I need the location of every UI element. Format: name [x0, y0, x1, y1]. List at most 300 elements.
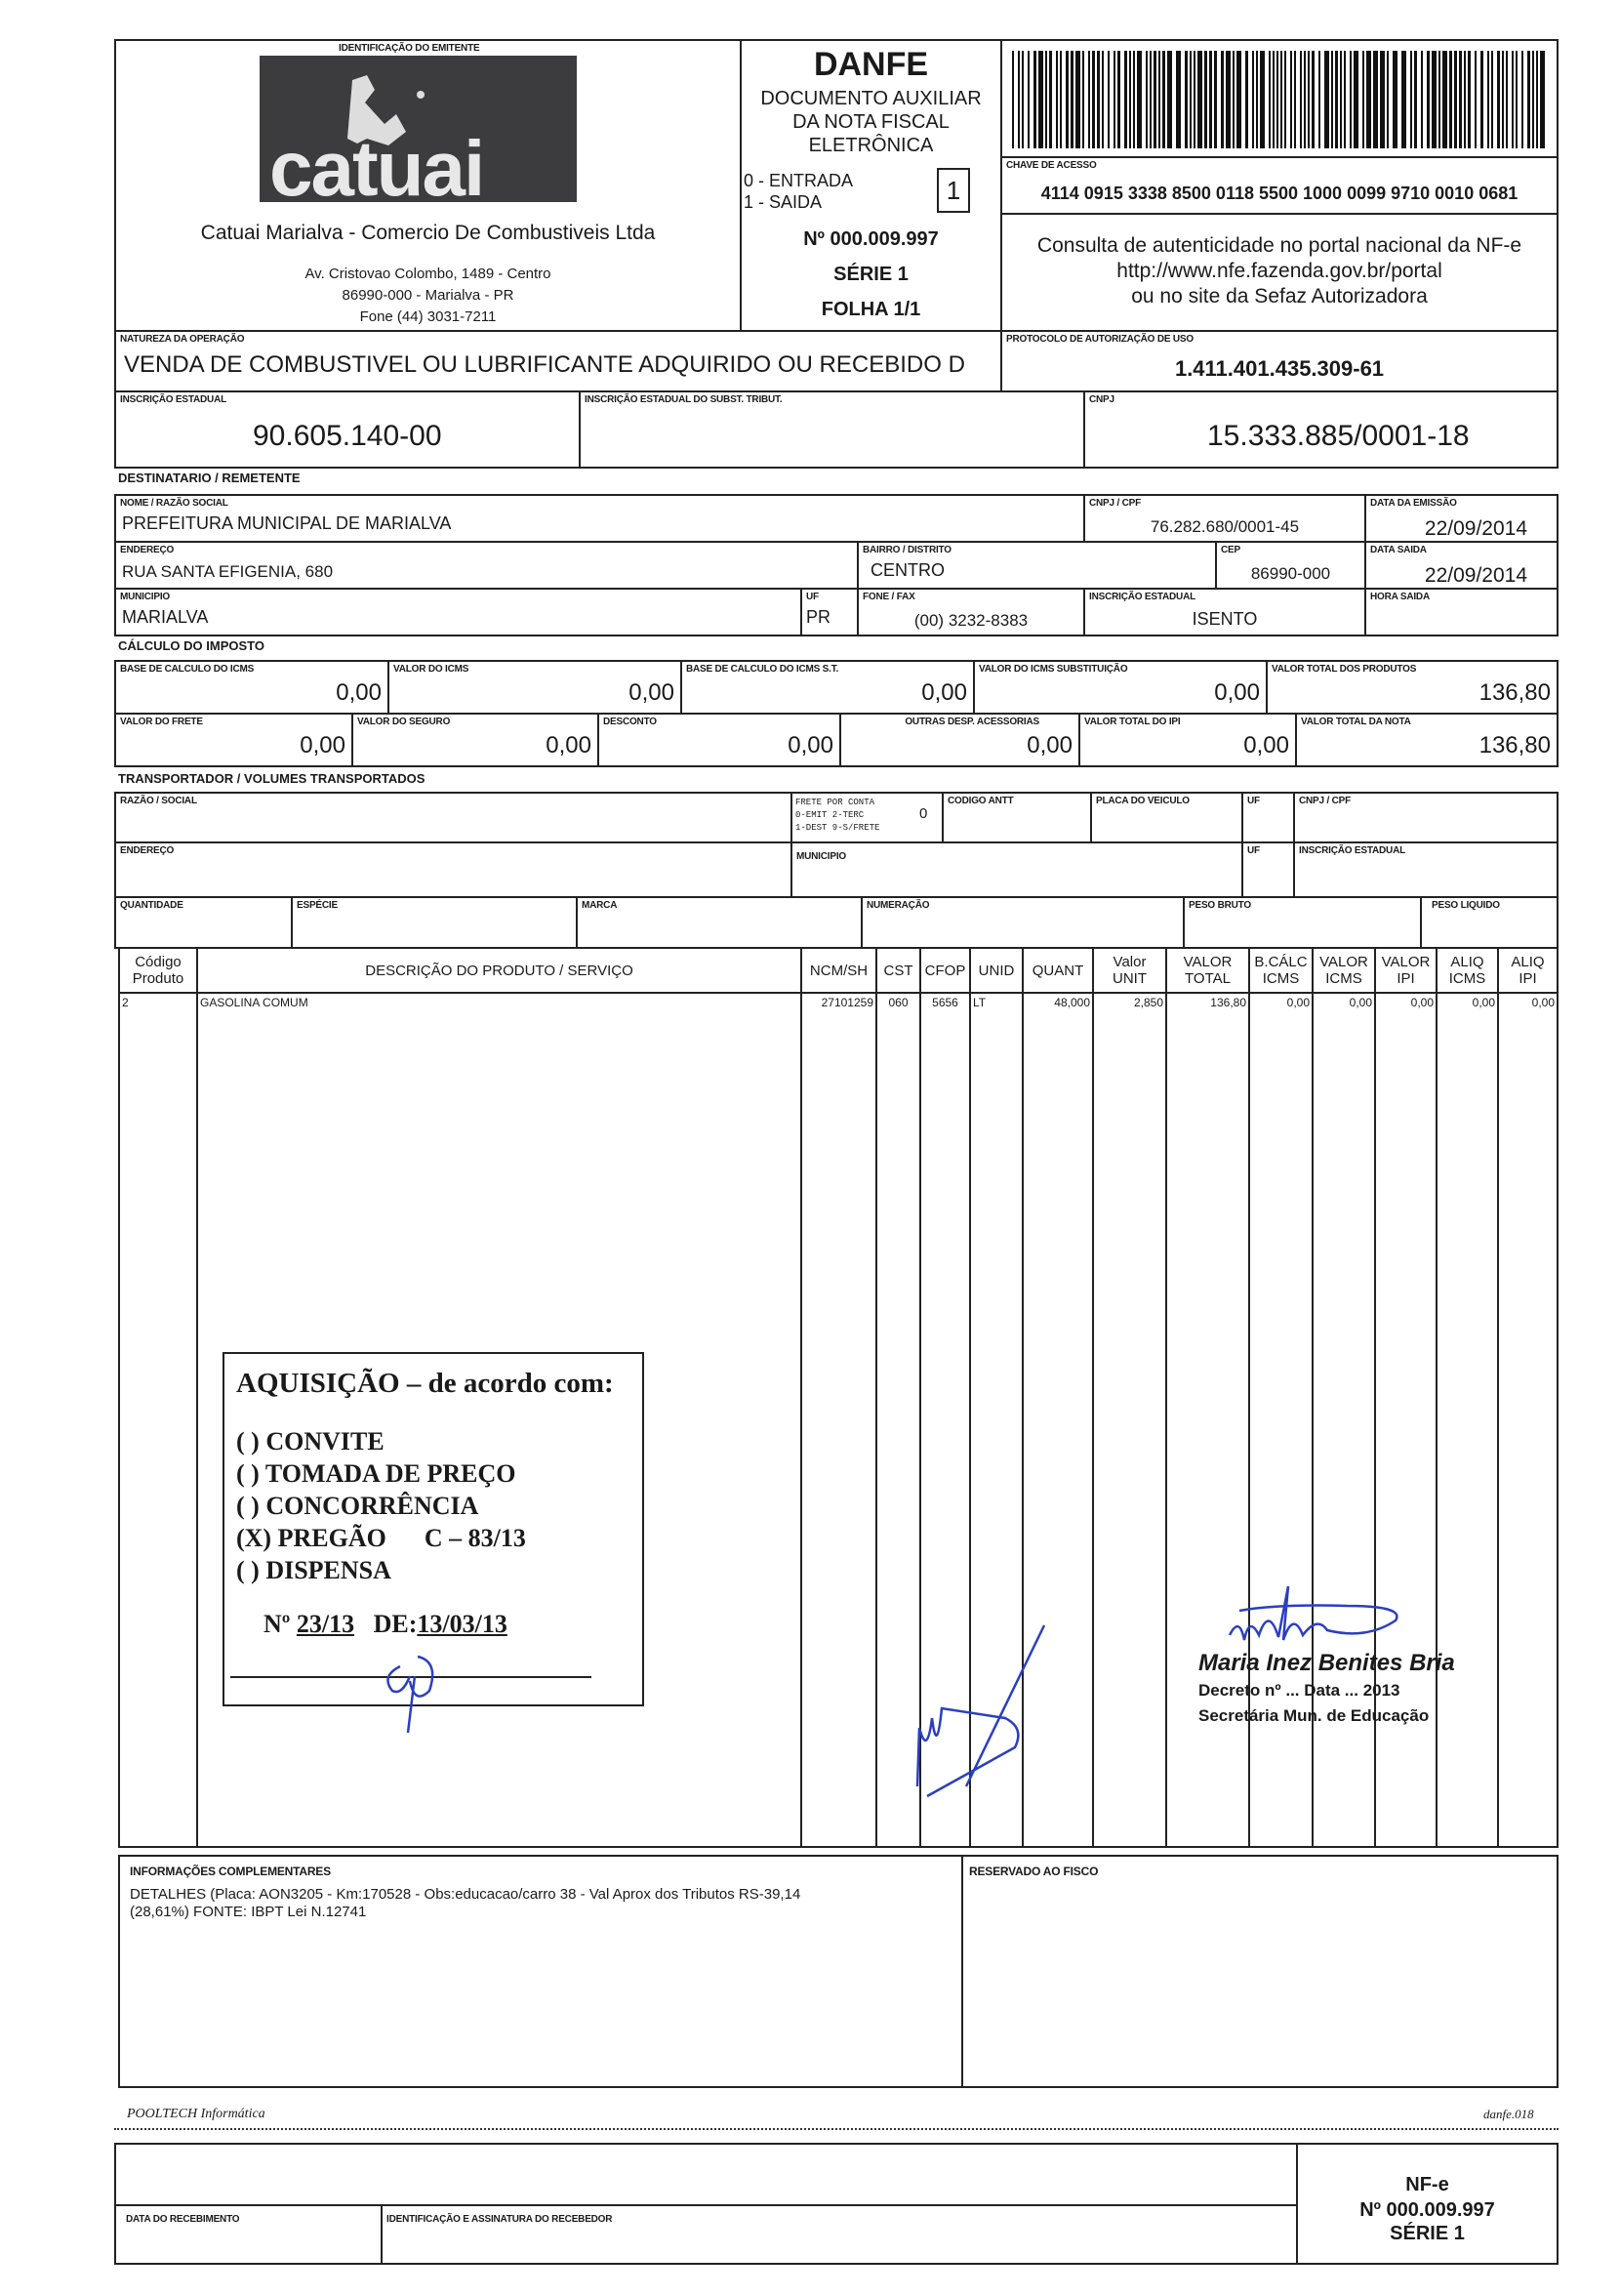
column-header-text: IPI: [1397, 970, 1415, 987]
table-cell: 0,00: [1375, 993, 1437, 1012]
consulta-box: [1000, 213, 1559, 332]
barcode-bar: [1252, 51, 1254, 148]
barcode-bar: [1527, 51, 1530, 148]
dest-end-box: [114, 541, 859, 590]
imposto-section-title: CÁLCULO DO IMPOSTO: [118, 638, 264, 653]
ie-value: 90.605.140-00: [253, 420, 442, 452]
barcode-bar: [1294, 51, 1296, 148]
canhoto-ident-box: [381, 2204, 1298, 2265]
barcode-bar: [1497, 51, 1500, 148]
barcode-bar: [1092, 51, 1095, 148]
table-cell: 27101259: [801, 993, 876, 1012]
transp-uf-label: UF: [1247, 796, 1260, 806]
consulta-link[interactable]: http://www.nfe.fazenda.gov.br/portal: [1116, 260, 1442, 282]
dest-ie-label: INSCRIÇÃO ESTADUAL: [1089, 592, 1195, 602]
tax-field: [351, 713, 599, 767]
tax-field: [1078, 713, 1297, 767]
tax-field-value: 136,80: [1478, 732, 1551, 758]
transp-uf-box: [1241, 792, 1295, 843]
column-header: [920, 948, 970, 993]
dest-emissao-box: [1364, 494, 1559, 543]
tax-field: [1295, 713, 1559, 767]
vol-qtd-label: QUANTIDADE: [120, 900, 183, 911]
table-cell: 2,850: [1093, 993, 1166, 1012]
dest-cep-box: [1215, 541, 1366, 590]
tax-field-label: BASE DE CALCULO DO ICMS S.T.: [686, 664, 839, 675]
emitente-address: Av. Cristovao Colombo, 1489 - Centro: [304, 266, 551, 282]
barcode-bar: [1324, 51, 1329, 148]
table-cell: 0,00: [1313, 993, 1375, 1012]
dest-uf-box: [800, 588, 859, 636]
table-cell-empty: [1498, 1012, 1558, 1847]
barcode-bar: [1300, 51, 1302, 148]
protocolo-label: PROTOCOLO DE AUTORIZAÇÃO DE USO: [1006, 334, 1194, 345]
barcode-bar: [1260, 51, 1265, 148]
column-header-text: NCM/SH: [809, 962, 869, 979]
barcode-bar: [1454, 51, 1457, 148]
natureza-value: VENDA DE COMBUSTIVEL OU LUBRIFICANTE ADQUIRIDO OU RECEBIDO D: [124, 351, 965, 378]
dest-cep: 86990-000: [1250, 564, 1331, 583]
barcode-bar: [1028, 51, 1030, 148]
column-header-text: ICMS: [1325, 970, 1362, 987]
tax-field-value: 0,00: [1214, 679, 1260, 706]
barcode-bar: [1162, 51, 1165, 148]
chave-box: [1000, 156, 1559, 215]
tax-field-value: 0,00: [628, 679, 674, 706]
emitente-phone: Fone (44) 3031-7211: [359, 308, 497, 325]
tax-field-label: VALOR DO ICMS: [393, 664, 469, 675]
barcode-bar: [1273, 51, 1275, 148]
dest-cep-label: CEP: [1221, 545, 1240, 555]
emitente-city: 86990-000 - Marialva - PR: [342, 287, 514, 304]
dest-hora-box: [1364, 588, 1559, 636]
canhoto-nfe-box: [1296, 2143, 1559, 2265]
danfe-subtitle-1: DOCUMENTO AUXILIAR: [760, 88, 982, 109]
tax-field: [387, 660, 682, 715]
barcode-bar: [1366, 51, 1371, 148]
barcode-bar: [1097, 51, 1100, 148]
dest-bairro-label: BAIRRO / DISTRITO: [863, 545, 952, 555]
barcode-bar: [1236, 51, 1241, 148]
barcode-bar: [1060, 51, 1062, 148]
dest-bairro: CENTRO: [871, 560, 945, 580]
column-header-text: IPI: [1519, 970, 1537, 987]
column-header-text: ICMS: [1448, 970, 1486, 987]
transp-razao-label: RAZÃO / SOCIAL: [120, 796, 197, 806]
canhoto-data-label: DATA DO RECEBIMENTO: [126, 2214, 240, 2225]
vol-num-label: NUMERAÇÃO: [867, 900, 930, 911]
barcode-bar: [1226, 51, 1231, 148]
column-header: [801, 948, 876, 993]
barcode-bar: [1532, 51, 1534, 148]
barcode-bar: [1308, 51, 1310, 148]
column-header: [197, 948, 801, 993]
barcode-bar: [1475, 51, 1477, 148]
barcode-bar: [1536, 51, 1538, 148]
column-header: [970, 948, 1023, 993]
tax-field-value: 0,00: [336, 679, 382, 706]
barcode-bar: [1022, 51, 1024, 148]
table-cell: LT: [970, 993, 1023, 1012]
barcode-bar: [1117, 51, 1120, 148]
barcode-box: [1000, 39, 1559, 158]
vol-marca-label: MARCA: [582, 900, 618, 911]
stamp-option-dispensa: ( ) DISPENSA: [236, 1556, 391, 1584]
barcode-bar: [1521, 51, 1523, 148]
frete-line-2: 0-EMIT 2-TERC: [795, 810, 865, 820]
fisco-box: [961, 1855, 1559, 2088]
table-cell: 060: [876, 993, 920, 1012]
barcode-bar: [1410, 51, 1412, 148]
info-line-1: DETALHES (Placa: AON3205 - Km:170528 - Obs:educacao/carro 38 - Val Aprox dos Tributos RS-39,14: [130, 1886, 801, 1903]
transp-ie-label: INSCRIÇÃO ESTADUAL: [1299, 845, 1405, 856]
barcode-bar: [1150, 51, 1152, 148]
table-cell: GASOLINA COMUM: [197, 993, 801, 1012]
ie-box: [114, 390, 581, 469]
signature-stamp-name: Maria Inez Benites Bria: [1198, 1650, 1455, 1676]
emitente-logo: [260, 56, 577, 212]
barcode-bar: [1204, 51, 1207, 148]
stamp-initials-signature: [371, 1637, 488, 1735]
consulta-line-3: ou no site da Sefaz Autorizadora: [1131, 285, 1428, 308]
barcode-bar: [1438, 51, 1440, 148]
tax-field: [973, 660, 1268, 715]
column-header: [1313, 948, 1375, 993]
barcode-bar: [1516, 51, 1518, 148]
stamp-number-line: [263, 1610, 507, 1639]
barcode-bar: [1304, 51, 1306, 148]
chave-value: 4114 0915 3338 8500 0118 5500 1000 0099 9710 0010 0681: [1040, 184, 1519, 203]
entrada-label: 0 - ENTRADA: [744, 171, 854, 190]
barcode-bar: [1137, 51, 1142, 148]
vol-qtd-box: [114, 896, 293, 949]
info-label: INFORMAÇÕES COMPLEMENTARES: [130, 1865, 331, 1878]
barcode-bar: [1335, 51, 1338, 148]
barcode-bar: [1331, 51, 1333, 148]
dest-uf-label: UF: [806, 592, 819, 602]
barcode-bar: [1540, 51, 1545, 148]
transp-antt-box: [942, 792, 1092, 843]
cnpj-box: [1083, 390, 1559, 469]
column-header: [1375, 948, 1437, 993]
vol-bruto-label: PESO BRUTO: [1189, 900, 1251, 911]
vol-num-box: [861, 896, 1185, 949]
cnpj-label: CNPJ: [1089, 394, 1114, 405]
transp-razao-box: [114, 792, 792, 843]
table-cell: 2: [119, 993, 197, 1012]
aquisicao-stamp: [223, 1352, 644, 1706]
barcode-bar: [1082, 51, 1084, 148]
transp-uf2-label: UF: [1247, 845, 1260, 856]
barcode-bar: [1312, 51, 1315, 148]
dest-saida-label: DATA SAIDA: [1370, 545, 1427, 555]
table-cell-empty: [1093, 1012, 1166, 1847]
table-cell: 136,80: [1166, 993, 1249, 1012]
table-row: [119, 993, 1558, 1012]
barcode-bar: [1221, 51, 1224, 148]
column-header-text: VALOR: [1381, 954, 1431, 970]
tax-field-value: 136,80: [1478, 679, 1551, 706]
column-header-text: ICMS: [1262, 970, 1300, 987]
vol-especie-box: [291, 896, 578, 949]
column-header-text: CFOP: [924, 962, 966, 979]
canhoto-data-box: [114, 2204, 383, 2265]
chave-label: CHAVE DE ACESSO: [1006, 160, 1097, 171]
dest-fone-label: FONE / FAX: [863, 592, 915, 602]
barcode-bar: [1108, 51, 1110, 148]
column-header-text: TOTAL: [1185, 970, 1231, 987]
barcode-bar: [1176, 51, 1181, 148]
items-header-row: [119, 948, 1558, 993]
column-header-text: VALOR: [1319, 954, 1368, 970]
vol-marca-box: [576, 896, 863, 949]
barcode-bar: [1387, 51, 1389, 148]
canhoto-nfe: NF-e: [1405, 2174, 1449, 2195]
barcode-bar: [1045, 51, 1047, 148]
iest-label: INSCRIÇÃO ESTADUAL DO SUBST. TRIBUT.: [585, 394, 783, 405]
stamp-num-label: Nº: [263, 1610, 291, 1638]
dest-section-title: DESTINATARIO / REMETENTE: [118, 471, 301, 485]
barcode-bar: [1276, 51, 1278, 148]
signature-stamp-line-3: Secretária Mun. de Educação: [1198, 1706, 1430, 1725]
barcode-bar: [1167, 51, 1172, 148]
tax-field-value: 0,00: [921, 679, 967, 706]
column-header: [119, 948, 197, 993]
transp-antt-label: CODIGO ANTT: [948, 796, 1014, 806]
canhoto-serie: SÉRIE 1: [1390, 2223, 1465, 2244]
emitente-label: IDENTIFICAÇÃO DO EMITENTE: [339, 43, 480, 54]
tipo-box: 1: [937, 168, 970, 213]
consulta-line-1: Consulta de autenticidade no portal nacional da NF-e: [1036, 234, 1522, 257]
barcode-bar: [1158, 51, 1160, 148]
table-cell-empty: [801, 1012, 876, 1847]
tax-field-label: VALOR TOTAL DO IPI: [1084, 717, 1181, 727]
dest-nome-box: [114, 494, 1085, 543]
barcode-bar: [1214, 51, 1217, 148]
barcode-bar: [1088, 51, 1090, 148]
column-header: [876, 948, 920, 993]
protocolo-box: [1000, 330, 1559, 392]
tax-field-value: 0,00: [1027, 732, 1073, 758]
danfe-serie: SÉRIE 1: [833, 264, 909, 285]
column-header-text: ALIQ: [1450, 954, 1484, 970]
barcode-bar: [1468, 51, 1471, 148]
dest-ie-box: [1083, 588, 1366, 636]
barcode-bar: [1190, 51, 1192, 148]
barcode-bar: [1380, 51, 1385, 148]
column-header: [1166, 948, 1249, 993]
stamp-num: 23/13: [296, 1610, 355, 1638]
column-header-text: Código: [135, 954, 182, 970]
transp-cnpj-label: CNPJ / CPF: [1299, 796, 1352, 806]
fisco-label: RESERVADO AO FISCO: [969, 1865, 1099, 1878]
emitente-name: Catuai Marialva - Comercio De Combustiveis Ltda: [200, 222, 656, 244]
dest-uf: PR: [806, 607, 831, 627]
transp-placa-label: PLACA DO VEICULO: [1096, 796, 1190, 806]
signature-stamp-line-2: Decreto nº ... Data ... 2013: [1198, 1681, 1400, 1700]
column-header-text: B.CÁLC: [1254, 954, 1308, 970]
natureza-box: [114, 330, 1002, 392]
dest-end-label: ENDEREÇO: [120, 545, 175, 555]
danfe-title: DANFE: [813, 46, 929, 83]
transp-mun-label: MUNICIPIO: [796, 851, 846, 862]
barcode-bar: [1290, 51, 1292, 148]
danfe-box: [740, 39, 1002, 332]
tax-field-label: DESCONTO: [603, 717, 657, 727]
table-cell-empty: [119, 1012, 197, 1847]
barcode-bar: [1038, 51, 1043, 148]
dest-saida: 22/09/2014: [1424, 564, 1527, 587]
table-cell: 0,00: [1249, 993, 1313, 1012]
dest-end: RUA SANTA EFIGENIA, 680: [122, 562, 334, 581]
dest-mun-box: [114, 588, 802, 636]
column-header-text: UNIT: [1113, 970, 1147, 987]
barcode-bar: [1480, 51, 1483, 148]
tax-field: [114, 713, 353, 767]
barcode-bar: [1487, 51, 1489, 148]
barcode-bar: [1459, 51, 1462, 148]
column-header-text: Produto: [132, 970, 184, 987]
barcode-bar: [1414, 51, 1417, 148]
column-header: [1249, 948, 1313, 993]
column-header-text: DESCRIÇÃO DO PRODUTO / SERVIÇO: [365, 962, 633, 979]
barcode-bar: [1421, 51, 1423, 148]
natureza-label: NATUREZA DA OPERAÇÃO: [120, 334, 245, 345]
barcode-bar: [1056, 51, 1058, 148]
column-header: [1023, 948, 1093, 993]
barcode-bar: [1362, 51, 1364, 148]
tax-field-value: 0,00: [1243, 732, 1289, 758]
iest-box: [579, 390, 1085, 469]
barcode-bar: [1197, 51, 1202, 148]
barcode-bar: [1146, 51, 1148, 148]
tax-field-label: BASE DE CALCULO DO ICMS: [120, 664, 255, 675]
barcode-bar: [1491, 51, 1493, 148]
cnpj-value: 15.333.885/0001-18: [1207, 420, 1470, 452]
table-cell: 5656: [920, 993, 970, 1012]
ie-label: INSCRIÇÃO ESTADUAL: [120, 394, 226, 405]
info-box: [118, 1855, 963, 2088]
barcode-bar: [1154, 51, 1156, 148]
transp-placa-box: [1090, 792, 1243, 843]
dest-saida-box: [1364, 541, 1559, 590]
barcode-bar: [1102, 51, 1104, 148]
barcode-bar: [1340, 51, 1342, 148]
frete-value: 0: [919, 805, 928, 822]
dest-emissao: 22/09/2014: [1424, 517, 1527, 540]
protocolo-value: 1.411.401.435.309-61: [1174, 356, 1385, 381]
barcode-bar: [1245, 51, 1248, 148]
frete-line-3: 1-DEST 9-S/FRETE: [795, 823, 880, 833]
barcode-bar: [1133, 51, 1135, 148]
tax-field: [597, 713, 841, 767]
stamp-option-convite: ( ) CONVITE: [236, 1427, 385, 1456]
column-header: [1498, 948, 1558, 993]
dest-fone-box: [857, 588, 1085, 636]
saida-label: 1 - SAIDA: [744, 192, 823, 212]
barcode-bar: [1049, 51, 1052, 148]
tax-field-label: OUTRAS DESP. ACESSORIAS: [905, 717, 1039, 727]
transp-uf2-box: [1241, 841, 1295, 898]
barcode-bar: [1124, 51, 1127, 148]
info-line-2: (28,61%) FONTE: IBPT Lei N.12741: [130, 1904, 367, 1920]
table-cell: 48,000: [1023, 993, 1093, 1012]
dest-nome-label: NOME / RAZÃO SOCIAL: [120, 498, 228, 509]
column-header: [1437, 948, 1498, 993]
handwritten-signature: [908, 1611, 1103, 1806]
frete-line-1: FRETE POR CONTA: [795, 798, 875, 807]
vol-liquido-box: [1420, 896, 1559, 949]
tax-field-label: VALOR DO ICMS SUBSTITUIÇÃO: [979, 664, 1128, 675]
vol-bruto-box: [1183, 896, 1422, 949]
danfe-subtitle-2: DA NOTA FISCAL: [792, 111, 950, 133]
barcode-bar: [1269, 51, 1271, 148]
barcode-bar: [1432, 51, 1437, 148]
barcode-bar: [1075, 51, 1080, 148]
dest-hora-label: HORA SAIDA: [1370, 592, 1430, 602]
dest-cnpj: 76.282.680/0001-45: [1150, 517, 1300, 536]
footer-brand: POOLTECH Informática: [127, 2107, 265, 2121]
transp-end-label: ENDEREÇO: [120, 845, 175, 856]
danfe-numero: Nº 000.009.997: [803, 228, 939, 250]
transp-mun-box: [790, 841, 1243, 898]
vol-especie-label: ESPÉCIE: [297, 900, 338, 911]
tax-field-label: VALOR DO SEGURO: [357, 717, 451, 727]
stamp-de-label: DE:: [373, 1610, 418, 1638]
footer-code: danfe.018: [1483, 2107, 1534, 2121]
tax-field-value: 0,00: [788, 732, 833, 758]
barcode-bar: [1284, 51, 1286, 148]
logo-text: catuai: [269, 125, 484, 212]
emitente-box: [114, 39, 742, 332]
barcode-bar: [1354, 51, 1358, 148]
stamp-de: 13/03/13: [417, 1610, 507, 1638]
barcode-bar: [1506, 51, 1508, 148]
column-header-text: Valor: [1113, 954, 1147, 970]
column-header: [1093, 948, 1166, 993]
stamp-option-pregao: (X) PREGÃO C – 83/13: [236, 1524, 526, 1552]
barcode-bar: [1393, 51, 1397, 148]
dest-ie: ISENTO: [1192, 609, 1258, 629]
barcode-bar: [1129, 51, 1131, 148]
tax-field: [680, 660, 975, 715]
barcode-bar: [1256, 51, 1258, 148]
barcode-bar: [1033, 51, 1036, 148]
tax-field: [114, 660, 389, 715]
barcode-bar: [1280, 51, 1282, 148]
tax-field-label: VALOR TOTAL DA NOTA: [1301, 717, 1411, 727]
dest-bairro-box: [857, 541, 1217, 590]
barcode-bar: [1502, 51, 1504, 148]
column-header-text: UNID: [978, 962, 1015, 979]
stamp-title: AQUISIÇÃO – de acordo com:: [236, 1368, 614, 1399]
table-cell: 0,00: [1437, 993, 1498, 1012]
danfe-folha: FOLHA 1/1: [821, 299, 921, 320]
column-header-text: ALIQ: [1511, 954, 1545, 970]
dest-nome: PREFEITURA MUNICIPAL DE MARIALVA: [122, 513, 452, 533]
transp-cnpj-box: [1293, 792, 1559, 843]
barcode-bar: [1464, 51, 1466, 148]
danfe-subtitle-3: ELETRÔNICA: [808, 135, 934, 156]
barcode-bar: [1442, 51, 1447, 148]
stamp-option-concorrencia: ( ) CONCORRÊNCIA: [236, 1492, 479, 1520]
barcode-bar: [1350, 51, 1352, 148]
barcode-bar: [1427, 51, 1430, 148]
transp-ie-box: [1293, 841, 1559, 898]
barcode-bar: [1233, 51, 1235, 148]
barcode-bar: [1185, 51, 1188, 148]
barcode-bar: [1209, 51, 1212, 148]
